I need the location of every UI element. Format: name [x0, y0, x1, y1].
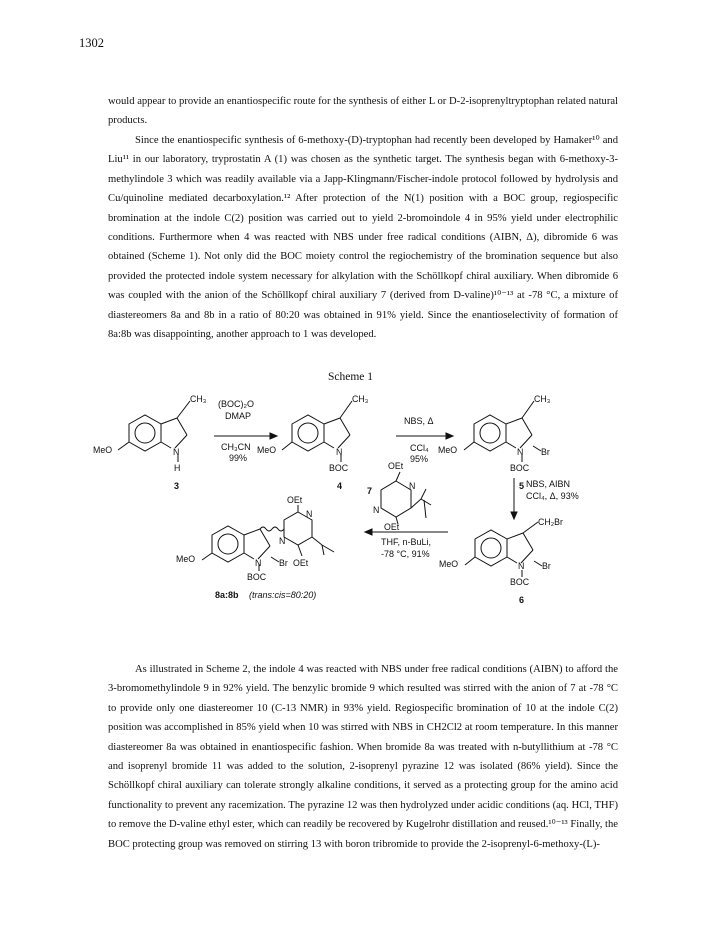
- step3-reagents: NBS, AIBN: [526, 479, 571, 489]
- paragraph-3: As illustrated in Scheme 2, the indole 4 was reacted with NBS under free radical conditions (AIBN) to afford the 3-bromomethylindole 9 in 92% yield. The benzylic bromide 9 which resulted was stirred with the anion of 7 at -78 °C to provide only one diastereomer 10 (C-13 NMR) in 93% yield. Regiospecific bromination of 10 at the indole C(2) position was accomplished in 85% yield when 10 was stirred with NBS in CH2Cl2 at room temperature. In this manner diastereomer 8a was obtained in enantiospecific fashion. When bromide 8a was treated with n-butyllithium at -78 °C and isoprenyl bromide 11 was added to the solution, 2-isoprenyl pyrazine 12 was isolated (86% yield). Since the Schöllkopf chiral auxiliary can tolerate strongly alkaline conditions, it served as a protecting group for the amino acid functionality to prevent any racemization. The pyrazine 12 was then hydrolyzed under acidic conditions (aq. HCl, THF) to remove the D-valine ethyl ester, which can readily be recovered by Kugelrohr distillation and reused.¹⁰⁻¹³ Finally, the BOC protecting group was removed on stirring 13 with boron tribromide to provide the 2-isoprenyl-6-methoxy-(L)-: [108, 664, 618, 850]
- c6-meo-label: MeO: [439, 559, 459, 569]
- c5-meo-label: MeO: [438, 445, 458, 455]
- compound-5-number: 5: [519, 481, 525, 491]
- c6-br-label: Br: [542, 561, 551, 571]
- compound-4-number: 4: [337, 481, 343, 491]
- compound-6-number: 6: [519, 595, 525, 605]
- compound-8-number: 8a:8b: [215, 590, 239, 600]
- c7-n-bottom-label: N: [373, 505, 380, 515]
- step4-reagents: THF, n-BuLi,: [381, 537, 432, 547]
- c3-methyl-label: CH₃: [190, 394, 207, 404]
- step1-reagent-dmap: DMAP: [225, 411, 252, 421]
- c5-br-label: Br: [541, 447, 550, 457]
- step1-solvent: CH₃CN: [221, 442, 251, 452]
- step1-reagent-boc2o: (BOC)₂O: [218, 399, 254, 409]
- c8-n-bottom-label: N: [279, 536, 286, 546]
- compound-8-ratio: (trans:cis=80:20): [249, 590, 317, 600]
- c7-n-top-label: N: [409, 481, 416, 491]
- product-8-structure: [202, 505, 334, 571]
- paragraph-1: would appear to provide an enantiospecific route for the synthesis of either L or D-2-isoprenyltryptophan related natural products.: [108, 96, 618, 127]
- step2-solvent: CCl₄: [410, 443, 429, 453]
- compound-3-number: 3: [174, 481, 180, 491]
- c3-meo-label: MeO: [93, 445, 113, 455]
- step1-yield: 99%: [229, 453, 248, 463]
- step2-yield: 95%: [410, 454, 429, 464]
- c8-oet-bottom-label: OEt: [293, 558, 309, 568]
- c4-boc-label: BOC: [329, 463, 349, 473]
- c4-n-label: N: [336, 447, 343, 457]
- c8-n-top-label: N: [306, 509, 313, 519]
- c7-oet-top-label: OEt: [388, 461, 404, 471]
- c8-n-indole-label: N: [255, 558, 262, 568]
- c6-ch2br-label: CH₂Br: [538, 517, 563, 527]
- c8-br-label: Br: [279, 558, 288, 568]
- c4-methyl-label: CH₃: [352, 394, 369, 404]
- c5-methyl-label: CH₃: [534, 394, 551, 404]
- c7-oet-bottom-label: OEt: [384, 522, 400, 532]
- compound-7-number: 7: [367, 486, 373, 496]
- c5-boc-label: BOC: [510, 463, 530, 473]
- c3-n-label: N: [173, 447, 180, 457]
- step3-conditions: CCl₄, Δ, 93%: [526, 491, 579, 501]
- c8-oet-top-label: OEt: [287, 495, 303, 505]
- indole-6-structure: [465, 522, 542, 577]
- c6-boc-label: BOC: [510, 577, 530, 587]
- page-number: 1302: [79, 36, 104, 50]
- indole-5-structure: [464, 401, 541, 462]
- c8-meo-label: MeO: [176, 554, 196, 564]
- step4-conditions: -78 °C, 91%: [381, 549, 430, 559]
- scheme-title: Scheme 1: [327, 371, 374, 383]
- c3-h-label: H: [174, 463, 181, 473]
- c4-meo-label: MeO: [257, 445, 277, 455]
- paragraph-2: Since the enantiospecific synthesis of 6-methoxy-(D)-tryptophan had recently been developed by Hamaker¹⁰ and Liu¹¹ in our laboratory, tryprostatin A (1) was chosen as the synthetic target. The synthesis began with 6-methoxy-3-methylindole 3 which was readily available via a Japp-Klingmann/Fischer-indole protocol followed by hydrolysis and Cu/quinoline mediated decarboxylation.¹² After protection of the N(1) position with a BOC group, regiospecific bromination at the indole C(2) position was carried out to yield 2-bromoindole 4 in 95% yield under electrophilic conditions. Furthermore when 4 was reacted with NBS under free radical conditions (AIBN, Δ), dibromide 6 was obtained (Scheme 1). Not only did the BOC moiety control the regiochemistry of the bromination sequence but also provided the protected indole system necessary for alkylation with the Schöllkopf chiral auxiliary. When dibromide 6 was coupled with the anion of the Schöllkopf chiral auxiliary 7 (derived from D-valine)¹⁰⁻¹³ at -78 °C, a mixture of diastereomers 8a and 8b in a ratio of 80:20 was obtained in 91% yield. Since the enantioselectivity of formation of 8a:8b was disappointing, another approach to 1 was developed.: [108, 135, 618, 341]
- step2-reagent-nbs: NBS, Δ: [404, 416, 434, 426]
- c5-n-label: N: [517, 447, 524, 457]
- c8-boc-label: BOC: [247, 572, 267, 582]
- c6-n-label: N: [518, 561, 525, 571]
- auxiliary-7-structure: [381, 472, 431, 524]
